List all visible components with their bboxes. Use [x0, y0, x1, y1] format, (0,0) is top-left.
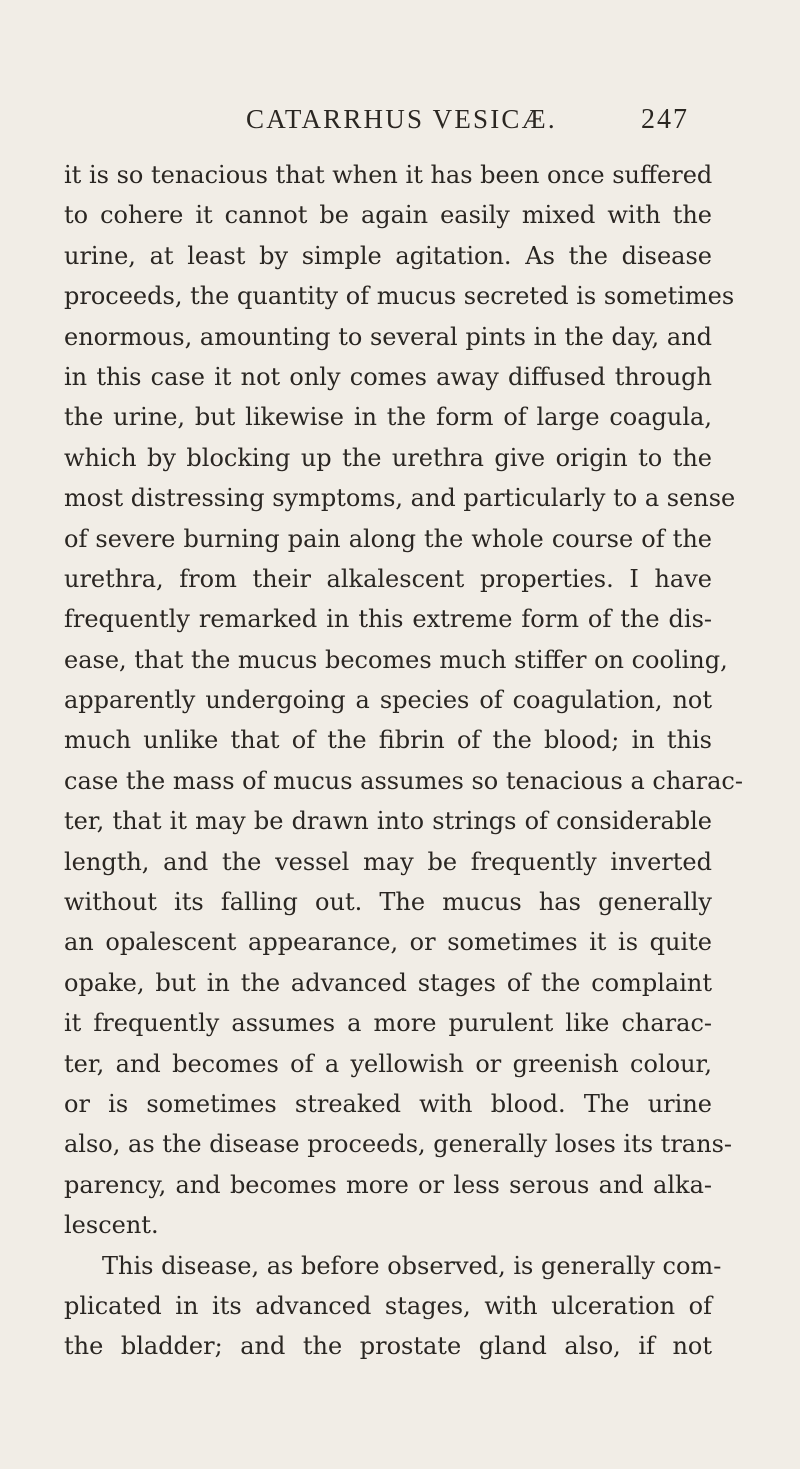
- text-line: enormous, amounting to several pints in the day, and: [64, 322, 712, 351]
- text-line: much unlike that of the fibrin of the blood; in this: [64, 726, 712, 755]
- text-line: to cohere it cannot be again easily mixed with the: [64, 201, 712, 230]
- text-line: plicated in its advanced stages, with ulceration of: [64, 1291, 712, 1320]
- text-line: the urine, but likewise in the form of large coagula,: [64, 403, 712, 432]
- text-line: proceeds, the quantity of mucus secreted is sometimes: [64, 282, 735, 311]
- running-head: [0, 104, 800, 144]
- text-line: of severe burning pain along the whole course of the: [64, 524, 712, 553]
- text-line: an opalescent appearance, or sometimes it is quite: [64, 928, 712, 957]
- text-line: also, as the disease proceeds, generally loses its trans-: [64, 1130, 732, 1159]
- text-line: opake, but in the advanced stages of the complaint: [64, 968, 712, 997]
- text-line: case the mass of mucus assumes so tenacious a charac-: [64, 766, 743, 795]
- text-line: or is sometimes streaked with blood. The urine: [64, 1089, 712, 1118]
- text-line: ease, that the mucus becomes much stiffer on cooling,: [64, 645, 728, 674]
- text-line: ter, and becomes of a yellowish or greenish colour,: [64, 1049, 712, 1078]
- text-line: without its falling out. The mucus has generally: [64, 888, 712, 917]
- text-line: apparently undergoing a species of coagulation, not: [64, 686, 712, 715]
- text-line: the bladder; and the prostate gland also, if not: [64, 1332, 712, 1361]
- text-line: ter, that it may be drawn into strings of considerable: [64, 807, 712, 836]
- text-line: in this case it not only comes away diffused through: [64, 362, 712, 391]
- running-title: CATARRHUS VESICÆ.: [246, 104, 557, 134]
- text-line: most distressing symptoms, and particularly to a sense: [64, 484, 736, 513]
- paragraph-end-line: lescent.: [64, 1211, 159, 1240]
- text-line: which by blocking up the urethra give origin to the: [64, 443, 712, 472]
- page-number: 247: [641, 104, 689, 135]
- text-line: it frequently assumes a more purulent like charac-: [64, 1009, 712, 1038]
- text-line: parency, and becomes more or less serous and alka-: [64, 1170, 712, 1199]
- text-line: length, and the vessel may be frequently inverted: [64, 847, 712, 876]
- text-line: it is so tenacious that when it has been once suffered: [64, 161, 713, 189]
- text-line: urethra, from their alkalescent properties. I have: [64, 564, 712, 593]
- paragraph-start-line: This disease, as before observed, is generally com-: [102, 1251, 722, 1280]
- text-line: urine, at least by simple agitation. As the disease: [64, 241, 712, 270]
- body-text: [64, 155, 743, 1367]
- text-line: frequently remarked in this extreme form of the dis-: [64, 605, 712, 634]
